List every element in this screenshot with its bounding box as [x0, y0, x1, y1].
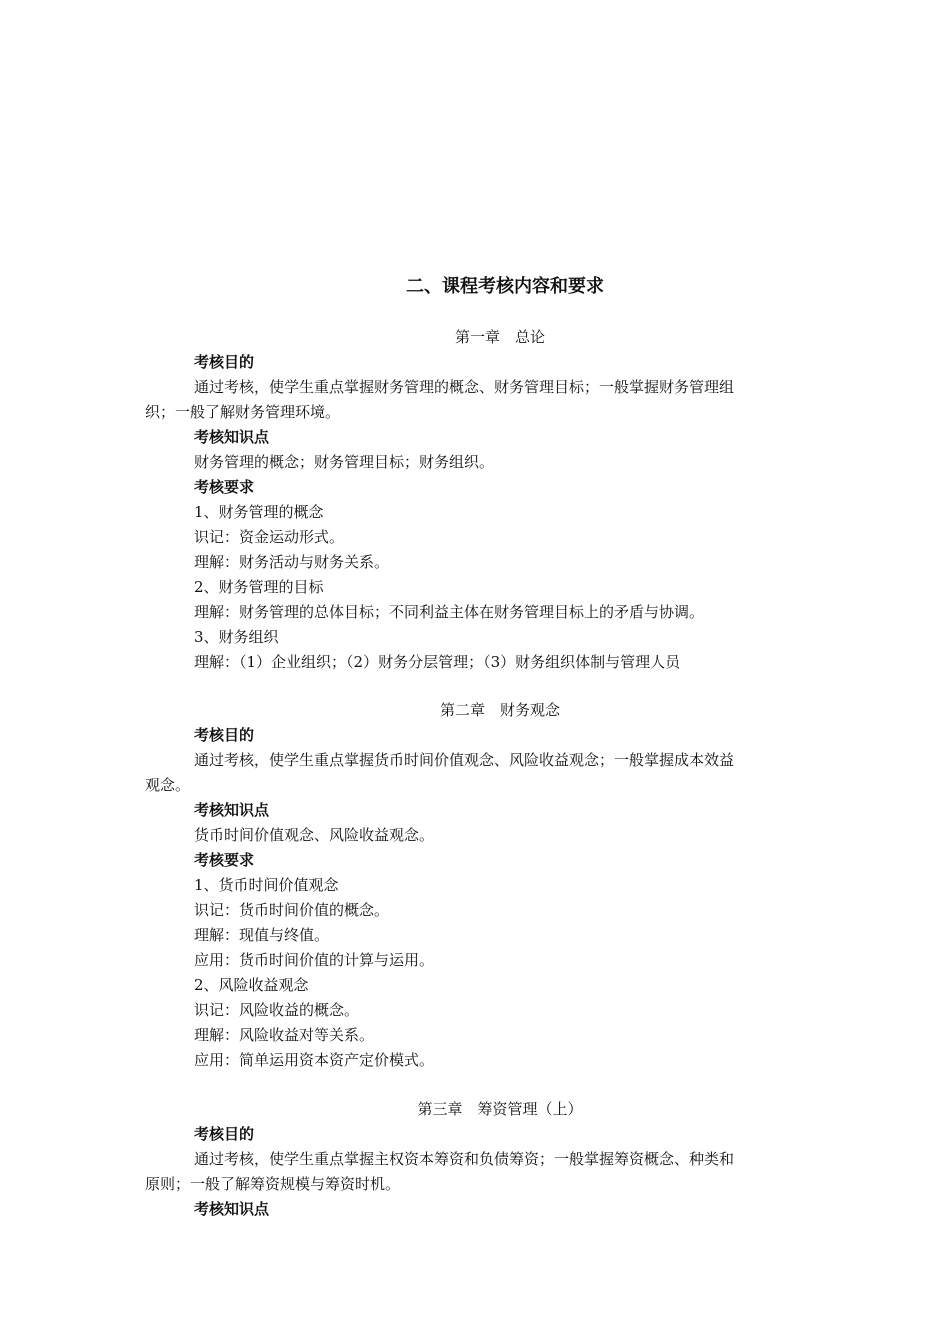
chapter-2-requirement-line: 识记：风险收益的概念。: [194, 1001, 360, 1019]
chapter-1-heading: 第一章 总论: [454, 328, 545, 346]
chapter-3-objective-label: 考核目的: [194, 1125, 255, 1143]
chapter-2-heading: 第二章 财务观念: [439, 701, 560, 719]
chapter-1-points-text: 财务管理的概念；财务管理目标；财务组织。: [194, 453, 495, 471]
chapter-2-points-text: 货币时间价值观念、风险收益观念。: [194, 826, 435, 844]
chapter-2-requirement-line: 应用：货币时间价值的计算与运用。: [194, 951, 435, 969]
chapter-2-objective-label: 考核目的: [194, 726, 255, 744]
chapter-2-requirement-line: 2、风险收益观念: [194, 976, 309, 994]
chapter-1-objective-line-1: 通过考核，使学生重点掌握财务管理的概念、财务管理目标；一般掌握财务管理组: [194, 378, 735, 396]
chapter-3-objective-line-1: 通过考核，使学生重点掌握主权资本筹资和负债筹资；一般掌握筹资概念、种类和: [194, 1150, 735, 1168]
chapter-3-objective-line-2: 原则；一般了解筹资规模与筹资时机。: [145, 1175, 401, 1193]
chapter-2-requirement-line: 识记：货币时间价值的概念。: [194, 901, 390, 919]
chapter-1-requirement-line: 理解：（1）企业组织；（2）财务分层管理；（3）财务组织体制与管理人员: [194, 653, 681, 671]
chapter-2-requirement-line: 1、货币时间价值观念: [194, 876, 339, 894]
chapter-1-objective-line-2: 织；一般了解财务管理环境。: [145, 403, 341, 421]
chapter-1-requirement-line: 2、财务管理的目标: [194, 578, 324, 596]
chapter-1-requirement-line: 理解：财务活动与财务关系。: [194, 553, 390, 571]
chapter-2-requirement-line: 理解：现值与终值。: [194, 926, 330, 944]
chapter-1-requirement-line: 理解：财务管理的总体目标；不同利益主体在财务管理目标上的矛盾与协调。: [194, 603, 705, 621]
chapter-1-points-label: 考核知识点: [194, 428, 270, 446]
chapter-1-requirement-line: 1、财务管理的概念: [194, 503, 324, 521]
chapter-2-requirements-label: 考核要求: [194, 851, 255, 869]
chapter-3-heading: 第三章 筹资管理（上）: [417, 1100, 583, 1118]
chapter-1-requirement-line: 3、财务组织: [194, 628, 279, 646]
chapter-3-points-label: 考核知识点: [194, 1200, 270, 1218]
chapter-2-requirement-line: 应用：简单运用资本资产定价模式。: [194, 1051, 435, 1069]
chapter-1-objective-label: 考核目的: [194, 353, 255, 371]
chapter-2-objective-line-2: 观念。: [145, 776, 191, 794]
chapter-1-requirement-line: 识记：资金运动形式。: [194, 528, 345, 546]
chapter-1-requirements-label: 考核要求: [194, 478, 255, 496]
chapter-2-points-label: 考核知识点: [194, 801, 270, 819]
chapter-2-objective-line-1: 通过考核，使学生重点掌握货币时间价值观念、风险收益观念；一般掌握成本效益: [194, 751, 735, 769]
section-title: 二、课程考核内容和要求: [406, 276, 604, 297]
chapter-2-requirement-line: 理解：风险收益对等关系。: [194, 1026, 375, 1044]
